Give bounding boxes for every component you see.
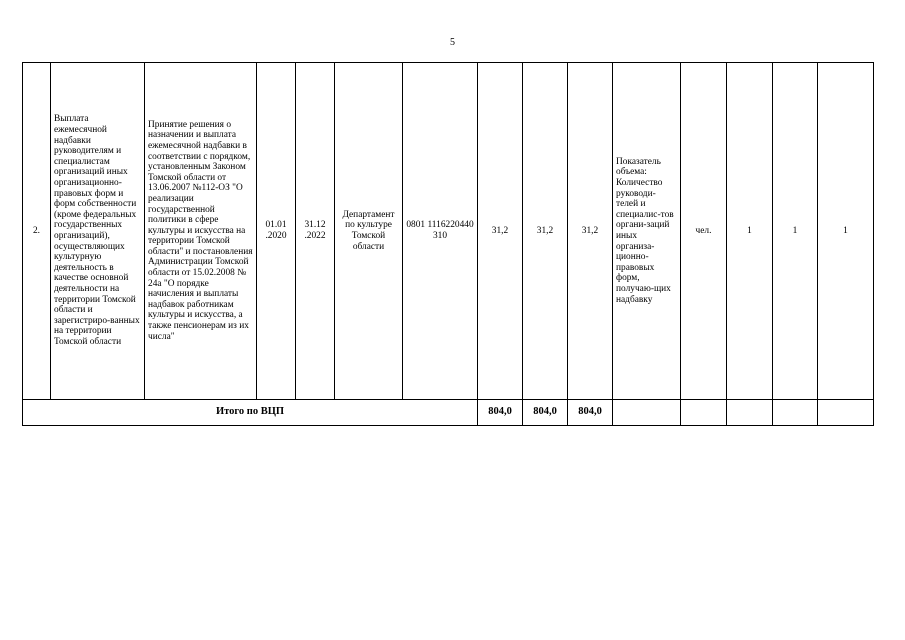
amount-year-1: 31,2 — [478, 63, 523, 400]
amount-year-3: 31,2 — [568, 63, 613, 400]
total-row — [23, 400, 874, 426]
measure-description: Выплата ежемесячной надбавки руководителям и специалистам организаций иных организационно-правовых форм и форм собственности (кроме федеральных государственных организаций), осуществляющих культурную деятельность в качестве основной деятельности на территории Томской области и зарегистриро-ванных на территории Томской области — [51, 63, 145, 400]
indicator: Показатель объема: Количество руководи-телей и специалис-тов органи-заций иных организа-ционно-правовых форм, получаю-щих надбавку — [613, 63, 681, 400]
amount-year-2: 31,2 — [523, 63, 568, 400]
empty-cell — [773, 400, 818, 426]
value-year-3: 1 — [818, 63, 874, 400]
program-table — [22, 62, 874, 426]
empty-cell — [613, 400, 681, 426]
empty-cell — [818, 400, 874, 426]
row-number: 2. — [23, 63, 51, 400]
empty-cell — [681, 400, 727, 426]
unit: чел. — [681, 63, 727, 400]
empty-cell — [727, 400, 773, 426]
page-number: 5 — [450, 37, 455, 48]
value-year-2: 1 — [773, 63, 818, 400]
end-date: 31.12 .2022 — [296, 63, 335, 400]
budget-code: 0801 1116220440 310 — [403, 63, 478, 400]
total-amount-2: 804,0 — [523, 400, 568, 426]
implementation-mechanism: Принятие решения о назначении и выплата ежемесячной надбавки в соответствии с порядком, установленным Законом Томской области от 13.06.2007 №112-ОЗ "О реализации государственной политики в сфере культуры и искусства на территории Томской области" и постановления Администрации Томской области от 15.02.2008 № 24а "О порядке начисления и выплаты надбавок работникам культуры и искусства, а также пенсионерам из их числа" — [145, 63, 257, 400]
executor: Департамент по культуре Томской области — [335, 63, 403, 400]
total-amount-1: 804,0 — [478, 400, 523, 426]
table-row — [23, 63, 874, 400]
total-label: Итого по ВЦП — [23, 400, 478, 426]
total-amount-3: 804,0 — [568, 400, 613, 426]
start-date: 01.01 .2020 — [257, 63, 296, 400]
value-year-1: 1 — [727, 63, 773, 400]
